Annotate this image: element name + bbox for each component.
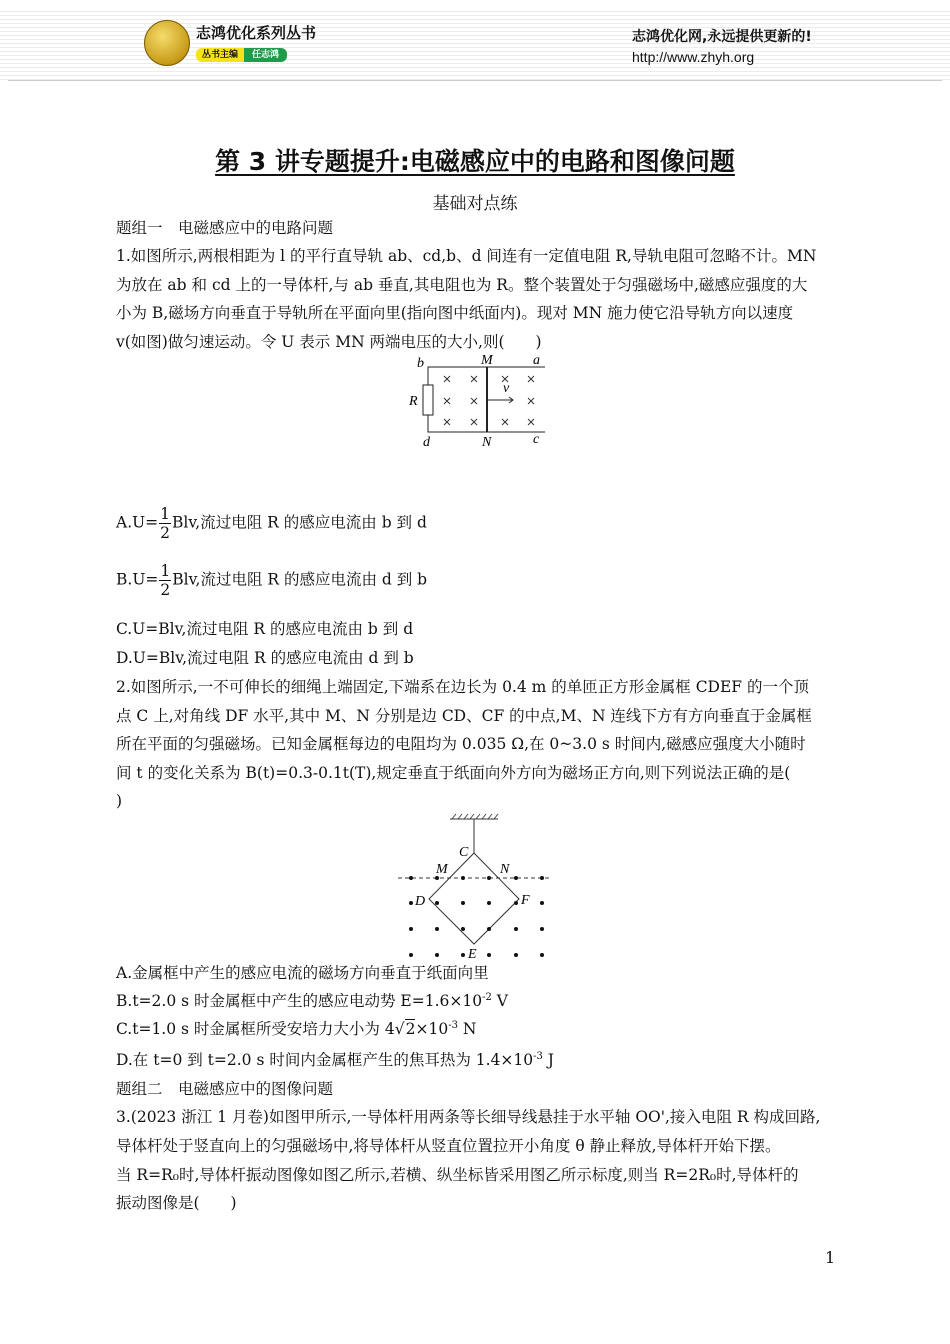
q2-line: 所在平面的匀强磁场。已知金属框每边的电阻均为 0.035 Ω,在 0~3.0 s 时间内,磁感应强度大小随时 [116, 735, 806, 753]
q2-line: 2.如图所示,一不可伸长的细绳上端固定,下端系在边长为 0.4 m 的单匝正方形金属框 CDEF 的一个顶 [116, 678, 809, 696]
label-r: R [409, 394, 418, 409]
q1-line: 小为 B,磁场方向垂直于导轨所在平面向里(指向图中纸面内)。现对 MN 施力使它沿导轨方向以速度 [116, 304, 794, 322]
q2-line: 点 C 上,对角线 DF 水平,其中 M、N 分别是边 CD、CF 的中点,M、N 连线下方有方向垂直于金属框 [116, 707, 812, 725]
unit: N [457, 1020, 477, 1038]
header-divider [8, 80, 942, 81]
fraction [159, 505, 171, 542]
dot-mark [514, 901, 518, 905]
q2-option-b[interactable] [116, 991, 508, 1011]
label-c: C [459, 845, 469, 860]
cross-mark [471, 376, 477, 382]
label-v: v [503, 381, 510, 396]
label-n: N [482, 435, 492, 450]
label-e: E [468, 947, 477, 962]
q2-line: ) [116, 792, 123, 810]
page-title-text: 第 3 讲专题提升:电磁感应中的电路和图像问题 [215, 147, 735, 176]
sqrt-radicand: 2 [405, 1020, 416, 1038]
editor-badge [196, 48, 287, 62]
cross-mark [528, 376, 534, 382]
subtitle: 基础对点练 [432, 194, 518, 214]
q1-option-d[interactable]: D.U=Blv,流过电阻 R 的感应电流由 d 到 b [116, 649, 414, 667]
dot-mark [435, 901, 439, 905]
numerator: 1 [160, 505, 171, 523]
dot-mark [461, 876, 465, 880]
label-b: b [417, 356, 424, 371]
label-c: c [533, 432, 540, 447]
q1-line: v(如图)做匀速运动。令 U 表示 MN 两端电压的大小,则( ) [116, 333, 542, 351]
cross-mark [471, 419, 477, 425]
dot-mark [540, 876, 544, 880]
fraction [159, 562, 171, 599]
q1-line: 1.如图所示,两根相距为 l 的平行直导轨 ab、cd,b、d 间连有一定值电阻 R,导轨电阻可忽略不计。MN [116, 247, 817, 265]
dot-mark [409, 901, 413, 905]
option-text: Blv,流过电阻 R 的感应电流由 d 到 b [172, 570, 428, 589]
magnetic-field-out-of-page-marks [409, 876, 544, 957]
dot-mark [487, 876, 491, 880]
series-name: 志鸿优化系列丛书 [196, 24, 317, 42]
q3-line: 振动图像是( ) [116, 1194, 237, 1212]
dot-mark [487, 953, 491, 957]
q2-option-a[interactable]: A.金属框中产生的感应电流的磁场方向垂直于纸面向里 [116, 964, 489, 982]
label-d: d [423, 435, 430, 450]
denominator: 2 [160, 524, 171, 542]
unit: J [542, 1051, 555, 1069]
q2-figure [390, 812, 560, 962]
slogan: 志鸿优化网,永远提供更新的! [632, 29, 812, 45]
dot-mark [461, 927, 465, 931]
label-m: M [481, 353, 493, 368]
section-heading: 题组一 电磁感应中的电路问题 [116, 219, 334, 237]
label-m: M [436, 862, 448, 877]
dot-mark [487, 927, 491, 931]
exponent: -3 [448, 1019, 458, 1031]
option-text: Blv,流过电阻 R 的感应电流由 b 到 d [172, 513, 427, 532]
editor-label: 丛书主编 [196, 48, 244, 62]
exponent: -2 [482, 991, 492, 1003]
numerator: 1 [160, 562, 171, 580]
dot-mark [461, 953, 465, 957]
dot-mark [514, 927, 518, 931]
label-n: N [500, 862, 510, 877]
q3-line: 当 R=R₀时,导体杆振动图像如图乙所示,若横、纵坐标皆采用图乙所示标度,则当 R=2R₀时,导体杆的 [116, 1166, 799, 1184]
q1-option-a[interactable] [116, 505, 427, 542]
dot-mark [540, 901, 544, 905]
q3-line: 导体杆处于竖直向上的匀强磁场中,将导体杆从竖直位置拉开小角度 θ 静止释放,导体杆开始下摆。 [116, 1137, 781, 1155]
label-a: a [533, 353, 540, 368]
dot-mark [409, 876, 413, 880]
cross-mark [528, 398, 534, 404]
website-link[interactable]: http://www.zhyh.org [632, 49, 755, 65]
section-heading: 题组二 电磁感应中的图像问题 [116, 1080, 334, 1098]
q1-line: 为放在 ab 和 cd 上的一导体杆,与 ab 垂直,其电阻也为 R。整个装置处于匀强磁场中,磁感应强度的大 [116, 276, 808, 294]
dot-mark [514, 876, 518, 880]
cross-mark [471, 398, 477, 404]
dot-mark [435, 927, 439, 931]
dot-mark [409, 927, 413, 931]
cross-mark [444, 419, 450, 425]
option-prefix: B.U= [116, 570, 159, 589]
unit: V [491, 992, 508, 1010]
q2-line: 间 t 的变化关系为 B(t)=0.3-0.1t(T),规定垂直于纸面向外方向为磁场正方向,则下列说法正确的是( [116, 764, 791, 782]
exponent: -3 [533, 1050, 543, 1062]
label-d: D [415, 894, 426, 909]
editor-name: 任志鸿 [244, 48, 287, 62]
cross-mark [444, 376, 450, 382]
q1-figure [405, 350, 555, 450]
option-text: B.t=2.0 s 时金属框中产生的感应电动势 E=1.6×10 [116, 992, 483, 1010]
dot-mark [435, 953, 439, 957]
cross-mark [444, 398, 450, 404]
q1-option-c[interactable]: C.U=Blv,流过电阻 R 的感应电流由 b 到 d [116, 620, 414, 638]
q1-option-b[interactable] [116, 562, 427, 599]
dot-mark [461, 901, 465, 905]
dot-mark [487, 901, 491, 905]
q2-option-d[interactable] [116, 1050, 554, 1070]
dot-mark [409, 953, 413, 957]
cross-mark [502, 419, 508, 425]
option-text: C.t=1.0 s 时金属框所受安培力大小为 4 [116, 1020, 395, 1038]
dot-mark [540, 953, 544, 957]
publisher-logo [144, 20, 190, 66]
option-prefix: A.U= [116, 513, 159, 532]
option-text: ×10 [415, 1020, 449, 1038]
cross-mark [528, 419, 534, 425]
denominator: 2 [160, 581, 171, 599]
q3-line: 3.(2023 浙江 1 月卷)如图甲所示,一导体杆用两条等长细导线悬挂于水平轴 OO',接入电阻 R 构成回路, [116, 1108, 821, 1126]
page-title [0, 142, 950, 178]
dot-mark [514, 953, 518, 957]
page-number: 1 [825, 1248, 836, 1267]
option-text: D.在 t=0 到 t=2.0 s 时间内金属框产生的焦耳热为 1.4×10 [116, 1051, 534, 1069]
label-f: F [521, 893, 530, 908]
q2-option-c[interactable]: C.t=1.0 s 时金属框所受安培力大小为 $4√2\times 10^{-3}$ N [116, 1019, 477, 1038]
dot-mark [540, 927, 544, 931]
